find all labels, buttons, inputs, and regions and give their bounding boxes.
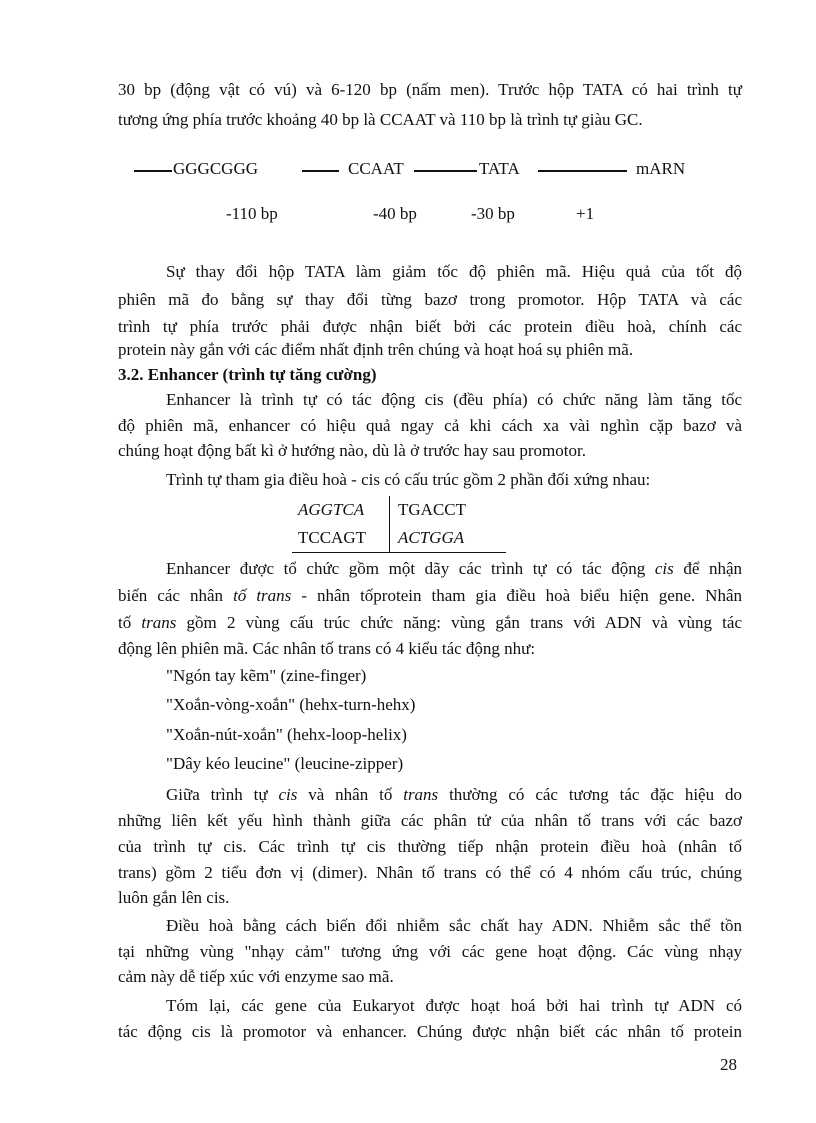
paragraph-line: luôn gắn lên cis.	[118, 888, 230, 907]
paragraph-line: Giữa trình tự cis và nhân tố trans thường có các tương tác đặc hiệu do	[166, 785, 742, 804]
section-heading: 3.2. Enhancer (trình tự tăng cường)	[118, 365, 377, 384]
paragraph-line: phiên mã đo bằng sự thay đổi từng bazơ trong promotor. Hộp TATA và các	[118, 290, 742, 309]
diagram-connector	[134, 170, 172, 172]
diagram-position: -40 bp	[373, 204, 417, 223]
diagram-connector	[302, 170, 339, 172]
list-item: "Xoắn-nút-xoắn" (hehx-loop-helix)	[166, 725, 407, 744]
list-item: "Xoắn-vòng-xoắn" (hehx-turn-hehx)	[166, 695, 416, 714]
list-item: "Dây kéo leucine" (leucine-zipper)	[166, 754, 404, 773]
paragraph-line: tương ứng phía trước khoảng 40 bp là CCAAT và 110 bp là trình tự giàu GC.	[118, 110, 643, 129]
diagram-connector	[414, 170, 477, 172]
paragraph-line: Trình tự tham gia điều hoà - cis có cấu trúc gồm 2 phần đối xứng nhau:	[166, 470, 651, 489]
list-item: "Ngón tay kẽm" (zine-finger)	[166, 666, 367, 685]
paragraph-line: động lên phiên mã. Các nhân tố trans có 4 kiểu tác động như:	[118, 639, 536, 658]
paragraph-line: cảm này dễ tiếp xúc với enzyme sao mã.	[118, 967, 394, 986]
diagram-position: -30 bp	[471, 204, 515, 223]
page-number: 28	[720, 1055, 737, 1074]
paragraph-line: độ phiên mã, enhancer có hiệu quả ngay cả khi cách xa vài nghìn cặp bazơ và	[118, 416, 742, 435]
sequence-top-right: TGACCT	[398, 500, 466, 519]
diagram-position: -110 bp	[226, 204, 278, 223]
paragraph-line: biến các nhân tố trans - nhân tốprotein tham gia điều hoà biểu hiện gene. Nhân	[118, 586, 743, 605]
paragraph-line: tại những vùng "nhạy cảm" tương ứng với các gene hoạt động. Các vùng nhạy	[118, 942, 742, 961]
paragraph-line: Tóm lại, các gene của Eukaryot được hoạt hoá bởi hai trình tự ADN có	[166, 996, 742, 1015]
sequence-underline	[292, 552, 506, 553]
diagram-label-gc: GGGCGGG	[173, 159, 258, 178]
paragraph-line: chúng hoạt động bất kì ở hướng nào, dù là ở trước hay sau promotor.	[118, 441, 586, 460]
diagram-connector	[538, 170, 627, 172]
paragraph-line: protein này gắn với các điểm nhất định trên chúng và hoạt hoá sụ phiên mã.	[118, 340, 634, 359]
sequence-bottom-right: ACTGGA	[398, 528, 465, 547]
paragraph-line: Enhancer được tổ chức gồm một dãy các trình tự có tác động cis để nhận	[166, 559, 742, 578]
paragraph-line: Sự thay đổi hộp TATA làm giảm tốc độ phiên mã. Hiệu quả của tốt độ	[166, 262, 742, 281]
diagram-label-tata: TATA	[479, 159, 520, 178]
sequence-bottom-left: TCCAGT	[298, 528, 366, 547]
paragraph-line: trans) gồm 2 tiểu đơn vị (dimer). Nhân tố trans có thể có 4 nhóm cấu trúc, chúng	[118, 863, 742, 882]
paragraph-line: những liên kết yếu hình thành giữa các phân tử của nhân tố trans với các bazơ	[118, 811, 742, 830]
paragraph-line: 30 bp (động vật có vú) và 6-120 bp (nấm men). Trước hộp TATA có hai trình tự	[118, 80, 742, 99]
diagram-position: +1	[576, 204, 595, 223]
sequence-divider	[389, 496, 390, 552]
paragraph-line: trình tự phía trước phải được nhận biết bởi các protein điều hoà, chính các	[118, 317, 742, 336]
sequence-top-left: AGGTCA	[298, 500, 365, 519]
diagram-label-marn: mARN	[636, 159, 686, 178]
paragraph-line: của trình tự cis. Các trình tự cis thường tiếp nhận protein điều hoà (nhân tố	[118, 837, 742, 856]
diagram-label-ccaat: CCAAT	[348, 159, 404, 178]
paragraph-line: Điều hoà bằng cách biến đổi nhiễm sắc chất hay ADN. Nhiễm sắc thể tồn	[166, 916, 742, 935]
paragraph-line: Enhancer là trình tự có tác động cis (đều phía) có chức năng làm tăng tốc	[166, 390, 742, 409]
paragraph-line: tác động cis là promotor và enhancer. Chúng được nhận biết các nhân tố protein	[118, 1022, 742, 1041]
paragraph-line: tố trans gồm 2 vùng cấu trúc chức năng: vùng gắn trans với ADN và vùng tác	[118, 613, 742, 632]
